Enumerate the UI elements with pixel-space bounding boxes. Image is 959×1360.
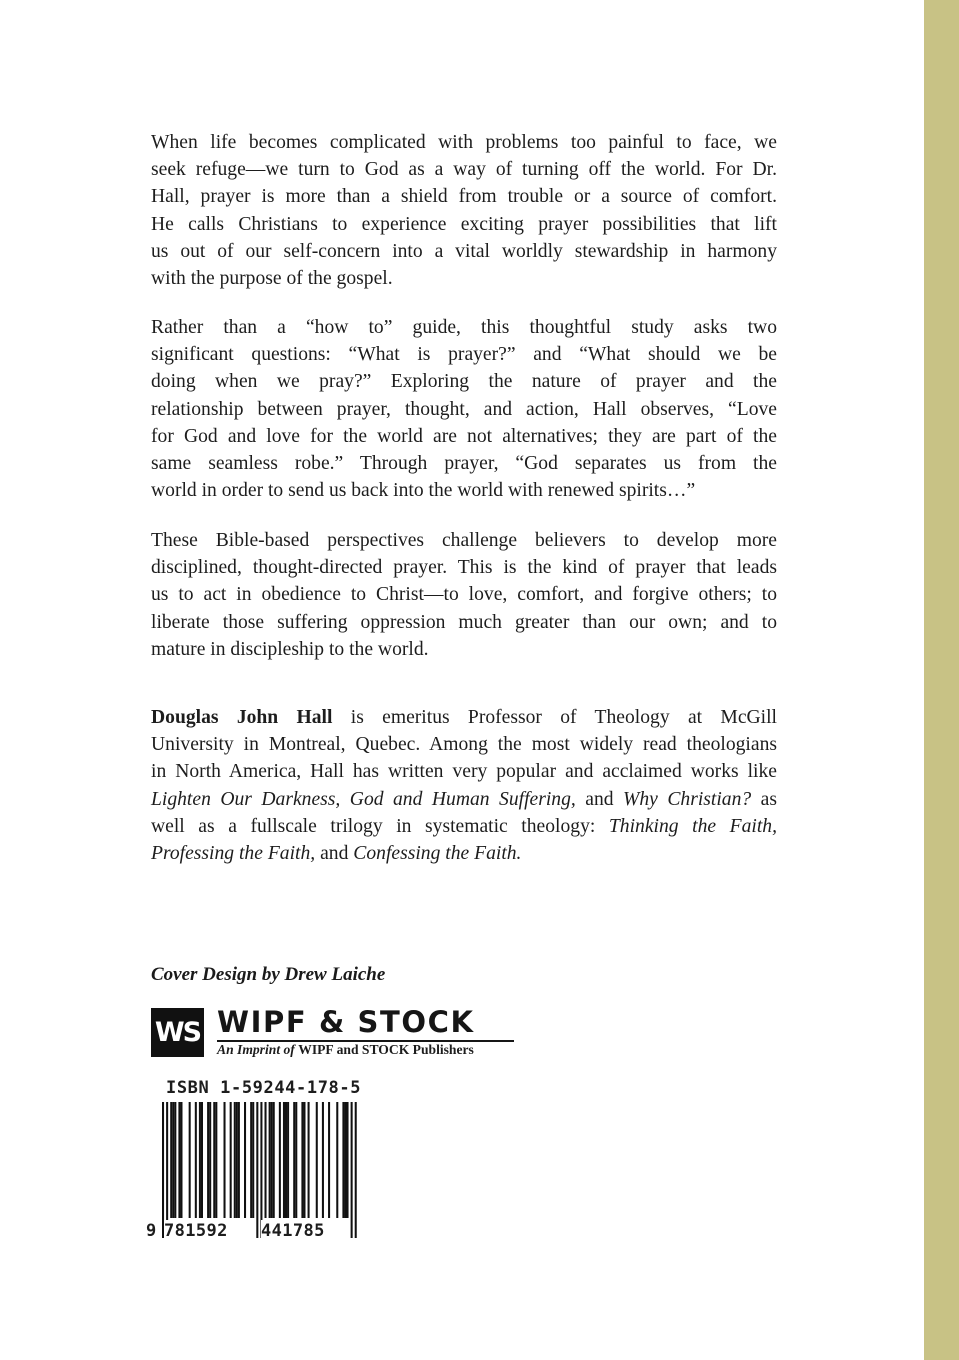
- text-line: significant questions: “What is prayer?” and “What should we be: [151, 344, 777, 366]
- barcode-bar-38: [316, 1102, 318, 1218]
- barcode-digit-group-left: 781592: [164, 1221, 228, 1241]
- text-line: [151, 786, 777, 813]
- publisher-tagline: [217, 1042, 474, 1058]
- barcode-bar-40: [328, 1102, 330, 1218]
- bio-text: and: [315, 842, 354, 864]
- barcode-bar-37: [308, 1102, 310, 1218]
- barcode-bar-20: [244, 1102, 246, 1218]
- text-line: seek refuge—we turn to God as a way of turning off the world. For Dr.: [151, 159, 777, 181]
- barcode-bar-45: [351, 1102, 353, 1238]
- barcode-bar-46: [355, 1102, 357, 1238]
- text-line: He calls Christians to experience exciting prayer possibilities that lift: [151, 213, 777, 235]
- barcode-bar-29: [279, 1102, 281, 1218]
- barcode-bar-25: [265, 1102, 267, 1218]
- book-title: Why Christian?: [623, 788, 752, 810]
- text-line: us out of our self-concern into a vital worldly stewardship in harmony: [151, 240, 777, 262]
- barcode-bar-12: [209, 1102, 211, 1218]
- text-line: relationship between prayer, thought, and action, Hall observes, “Love: [151, 398, 777, 420]
- book-title: Lighten Our Darkness, God and Human Suffering,: [151, 788, 576, 810]
- barcode-bar-44: [347, 1102, 349, 1218]
- text-line: [151, 813, 777, 840]
- bio-text: is emeritus Professor of Theology at McGill: [332, 707, 777, 728]
- barcode-bar-9: [199, 1102, 201, 1218]
- text-line: us to act in obedience to Christ—to love, comfort, and forgive others; to: [151, 584, 777, 606]
- barcode-bar-8: [195, 1102, 197, 1218]
- barcode-bar-28: [273, 1102, 275, 1218]
- publisher-name: WIPF & STOCK: [217, 1005, 475, 1039]
- text-line: These Bible-based perspectives challenge believers to develop more: [151, 530, 777, 551]
- barcode-digit-prefix: 9: [146, 1221, 157, 1241]
- text-line: in North America, Hall has written very popular and acclaimed works like: [151, 761, 777, 783]
- barcode-bar-1: [166, 1102, 168, 1238]
- barcode-bar-27: [271, 1102, 273, 1218]
- text-line: Hall, prayer is more than a shield from trouble or a source of comfort.: [151, 186, 777, 208]
- cover-design-credit: Cover Design by Drew Laiche: [151, 964, 386, 985]
- bio-text: well as a fullscale trilogy in systematic theology:: [151, 815, 609, 837]
- barcode-bar-36: [303, 1102, 305, 1218]
- bio-text: as: [751, 788, 777, 810]
- barcode-digit-group-right: 441785: [261, 1221, 325, 1241]
- barcode-bar-33: [293, 1102, 295, 1218]
- tagline-prefix: An Imprint of: [217, 1042, 299, 1057]
- barcode-bar-31: [285, 1102, 287, 1218]
- barcode-bar-16: [230, 1102, 232, 1218]
- ws-logo-mark: [151, 1008, 204, 1057]
- description-paragraph-1: [151, 129, 777, 292]
- barcode-bar-14: [215, 1102, 217, 1218]
- barcode-bar-32: [287, 1102, 289, 1218]
- text-line: with the purpose of the gospel.: [151, 267, 393, 289]
- book-title: Thinking the Faith,: [608, 815, 777, 837]
- barcode-bar-10: [201, 1102, 203, 1218]
- barcode-bar-34: [295, 1102, 297, 1218]
- text-line: liberate those suffering oppression much greater than our own; and to: [151, 611, 777, 633]
- barcode-bar-17: [234, 1102, 236, 1218]
- text-line: Rather than a “how to” guide, this thoughtful study asks two: [151, 317, 777, 338]
- text-line: mature in discipleship to the world.: [151, 638, 429, 660]
- text-line: same seamless robe.” Through prayer, “God separates us from the: [151, 452, 777, 474]
- barcode-bar-26: [269, 1102, 271, 1218]
- ws-letters: WS: [154, 1017, 201, 1048]
- publisher-logo: [151, 1005, 521, 1062]
- author-bio: [151, 704, 777, 867]
- text-line: University in Montreal, Quebec. Among the most widely read theologians: [151, 734, 777, 756]
- barcode-bar-24: [260, 1102, 262, 1238]
- isbn-label: ISBN 1-59244-178-5: [166, 1078, 362, 1098]
- spine-strip: [924, 0, 959, 1360]
- barcode-bar-13: [213, 1102, 215, 1218]
- barcode-bar-22: [252, 1102, 254, 1218]
- barcode-bar-41: [336, 1102, 338, 1218]
- barcode-bar-30: [283, 1102, 285, 1218]
- barcode-bar-23: [256, 1102, 258, 1238]
- text-line: [151, 704, 777, 731]
- barcode-bar-21: [250, 1102, 252, 1218]
- barcode-bar-18: [236, 1102, 238, 1218]
- text-line: When life becomes complicated with problems too painful to face, we: [151, 132, 777, 153]
- barcode-bar-11: [207, 1102, 209, 1218]
- barcode-bar-3: [172, 1102, 174, 1218]
- author-name: Douglas John Hall: [151, 707, 333, 728]
- barcode-bar-35: [301, 1102, 303, 1218]
- text-line: doing when we pray?” Exploring the nature of prayer and the: [151, 371, 777, 393]
- text-line: world in order to send us back into the world with renewed spirits…”: [151, 480, 696, 502]
- barcode-bar-7: [189, 1102, 191, 1218]
- barcode-bar-42: [342, 1102, 344, 1218]
- barcode-bar-0: [162, 1102, 164, 1238]
- barcode-bar-39: [322, 1102, 324, 1218]
- barcode-bar-43: [344, 1102, 346, 1218]
- barcode-digits: [146, 1220, 361, 1242]
- description-paragraph-3: [151, 527, 777, 663]
- bio-text: and: [575, 788, 624, 810]
- barcode-bar-6: [180, 1102, 182, 1218]
- barcode-bar-15: [224, 1102, 226, 1218]
- book-title: Confessing the Faith.: [353, 842, 522, 864]
- tagline-publisher: WIPF and STOCK Publishers: [298, 1042, 474, 1057]
- text-line: disciplined, thought-directed prayer. This is the kind of prayer that leads: [151, 557, 777, 579]
- barcode-bar-19: [238, 1102, 240, 1218]
- text-line: for God and love for the world are not alternatives; they are part of the: [151, 425, 777, 447]
- barcode-bar-2: [170, 1102, 172, 1218]
- book-title: Professing the Faith,: [151, 842, 316, 864]
- barcode-bar-5: [178, 1102, 180, 1218]
- text-line: [151, 840, 777, 867]
- description-paragraph-2: [151, 314, 777, 504]
- barcode-bar-4: [174, 1102, 176, 1218]
